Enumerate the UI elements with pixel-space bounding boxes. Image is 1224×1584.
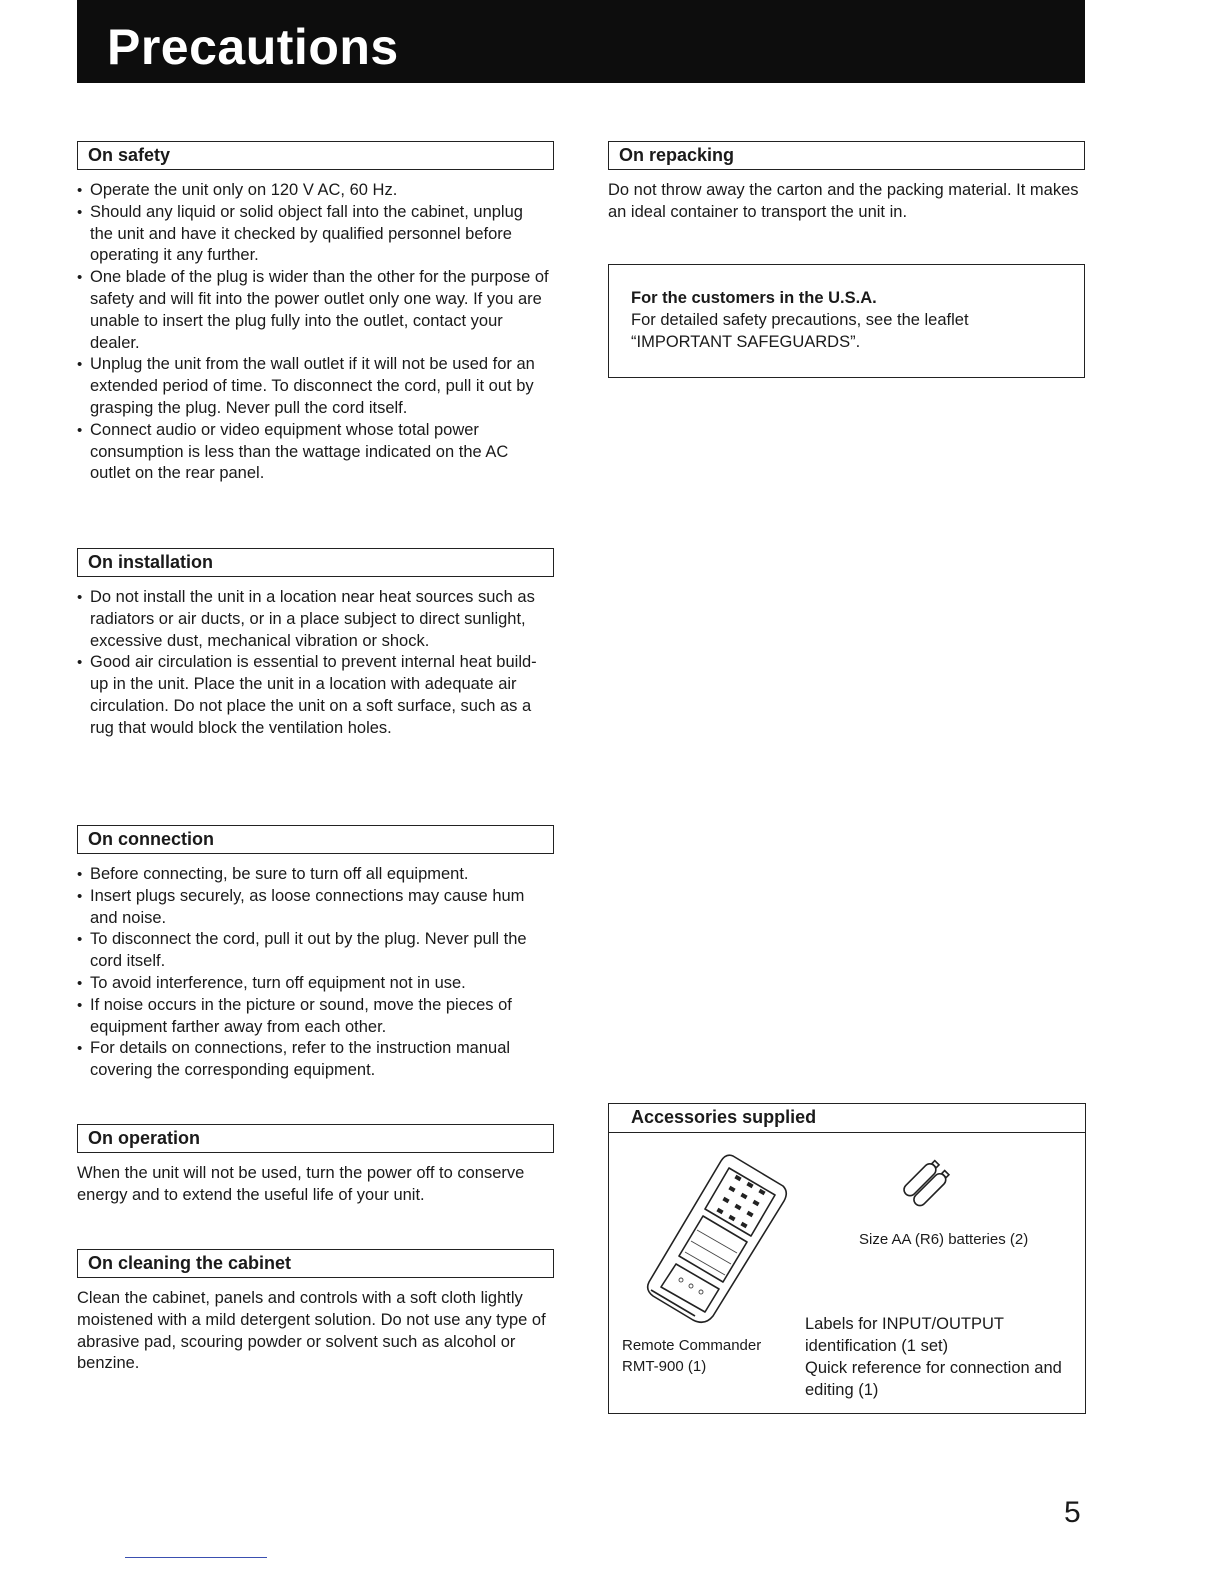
section-heading-cleaning	[77, 1249, 554, 1278]
section-heading-installation	[77, 548, 554, 577]
section-heading-connection	[77, 825, 554, 854]
footer-rule	[125, 1557, 267, 1558]
section-heading-accessories	[609, 1104, 1085, 1133]
heading-label: On repacking	[619, 145, 735, 165]
list-item: • Good air circulation is essential to prevent internal heat build-up in the unit. Place the unit in a location with adequate air circulation. Do not place the unit on a soft surface, such as a rug that would block the ventilation holes.	[77, 652, 549, 739]
cleaning-text: Clean the cabinet, panels and controls with a soft cloth lightly moistened with a mild detergent solution. Do not use any type of abrasive pad, scouring powder or solvent such as alcohol or benzine.	[77, 1289, 546, 1373]
list-item: • Unplug the unit from the wall outlet if it will not be used for an extended period of time. To disconnect the cord, pull it out by grasping the plug. Never pull the cord itself.	[77, 354, 549, 419]
section-safety	[77, 141, 554, 485]
quick-reference-item: Quick reference for connection and editing (1)	[805, 1359, 1062, 1399]
title-bar	[77, 0, 1085, 83]
list-item: • For details on connections, refer to the instruction manual covering the corresponding equipment.	[77, 1038, 549, 1082]
list-item: • Operate the unit only on 120 V AC, 60 Hz.	[77, 180, 549, 202]
batteries-label: Size AA (R6) batteries (2)	[859, 1231, 1029, 1248]
bullet-list	[77, 180, 549, 485]
labels-item: Labels for INPUT/OUTPUT identification (1 set)	[805, 1315, 1004, 1355]
bullet-list	[77, 864, 549, 1082]
repacking-text: Do not throw away the carton and the packing material. It makes an ideal container to transport the unit in.	[608, 181, 1079, 221]
heading-label: On operation	[88, 1128, 200, 1148]
section-installation	[77, 548, 554, 740]
list-item: • Connect audio or video equipment whose total power consumption is less than the wattage indicated on the AC outlet on the rear panel.	[77, 420, 549, 485]
list-item: • One blade of the plug is wider than the other for the purpose of safety and will fit into the power outlet only one way. If you are unable to insert the plug fully into the outlet, contact your dealer.	[77, 267, 549, 354]
usa-note-title: For the customers in the U.S.A.	[631, 289, 877, 307]
page-number: 5	[1064, 1496, 1081, 1529]
section-heading-operation	[77, 1124, 554, 1153]
list-item: • Should any liquid or solid object fall into the cabinet, unplug the unit and have it checked by qualified personnel before operating it any further.	[77, 202, 549, 267]
section-heading-safety	[77, 141, 554, 170]
section-cleaning	[77, 1249, 554, 1375]
bullet-list	[77, 587, 549, 740]
accessories-box	[608, 1103, 1086, 1414]
list-item: • If noise occurs in the picture or sound, move the pieces of equipment farther away from each other.	[77, 995, 549, 1039]
remote-commander-illustration	[631, 1146, 811, 1331]
list-item: • Do not install the unit in a location near heat sources such as radiators or air ducts, or in a place subject to direct sunlight, excessive dust, mechanical vibration or shock.	[77, 587, 549, 652]
remote-label-line1: Remote Commander	[622, 1337, 762, 1354]
list-item: • To avoid interference, turn off equipment not in use.	[77, 973, 549, 995]
list-item: • Before connecting, be sure to turn off all equipment.	[77, 864, 549, 886]
usa-note-text: For detailed safety precautions, see the leaflet “IMPORTANT SAFEGUARDS”.	[631, 310, 969, 351]
section-heading-repacking	[608, 141, 1085, 170]
heading-label: On cleaning the cabinet	[88, 1253, 292, 1273]
heading-label: On installation	[88, 552, 214, 572]
remote-label-line2: RMT-900 (1)	[622, 1358, 707, 1375]
list-item: • Insert plugs securely, as loose connections may cause hum and noise.	[77, 886, 549, 930]
section-repacking	[608, 141, 1085, 224]
usa-note-box	[608, 264, 1085, 378]
page-title: Precautions	[107, 19, 399, 75]
section-connection	[77, 825, 554, 1082]
list-item: • To disconnect the cord, pull it out by the plug. Never pull the cord itself.	[77, 929, 549, 973]
heading-label: On connection	[88, 829, 214, 849]
heading-label: On safety	[88, 145, 171, 165]
heading-label: Accessories supplied	[631, 1107, 817, 1127]
operation-text: When the unit will not be used, turn the power off to conserve energy and to extend the useful life of your unit.	[77, 1164, 525, 1204]
batteries-illustration	[897, 1154, 957, 1214]
section-operation	[77, 1124, 554, 1207]
